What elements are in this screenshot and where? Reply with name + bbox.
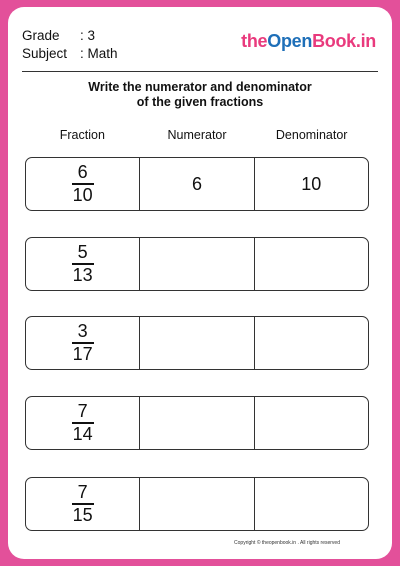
fraction-numerator: 3 — [77, 321, 88, 342]
denominator-answer-cell[interactable]: 10 — [254, 158, 368, 210]
subject-value: : Math — [80, 46, 118, 61]
fraction-denominator: 17 — [72, 343, 93, 364]
numerator-answer-cell[interactable] — [139, 317, 253, 369]
fraction-cell — [26, 397, 139, 449]
denominator-answer-cell[interactable] — [254, 478, 368, 530]
column-header-fraction: Fraction — [59, 128, 105, 142]
grade-value: : 3 — [80, 28, 96, 43]
brand-logo — [241, 31, 376, 52]
numerator-answer-cell[interactable]: 6 — [139, 158, 253, 210]
fraction-numerator: 7 — [77, 401, 88, 422]
numerator-answer-cell[interactable] — [139, 397, 253, 449]
fraction-numerator: 7 — [77, 482, 88, 503]
fraction-denominator: 15 — [72, 504, 93, 525]
column-header-numerator: Numerator — [167, 128, 227, 142]
fraction-denominator: 13 — [72, 264, 93, 285]
brand-the: the — [241, 31, 268, 51]
fraction-cell — [26, 317, 139, 369]
instructions — [0, 80, 400, 110]
brand-open: Open — [267, 31, 313, 51]
fraction-cell — [26, 158, 139, 210]
fraction-numerator: 6 — [77, 162, 88, 183]
fraction — [72, 243, 94, 285]
worksheet-meta — [22, 27, 118, 63]
fraction-row — [25, 396, 369, 450]
copyright-notice: Copyright © theopenbook.in . All rights reserved — [234, 540, 340, 546]
fraction-denominator: 10 — [72, 184, 93, 205]
denominator-answer-cell[interactable] — [254, 397, 368, 449]
fraction — [72, 322, 94, 364]
fraction-row — [25, 157, 369, 211]
column-headers — [25, 128, 369, 142]
fraction — [72, 163, 94, 205]
fraction — [72, 402, 94, 444]
fraction-cell — [26, 478, 139, 530]
fraction-row — [25, 477, 369, 531]
numerator-answer-cell[interactable] — [139, 238, 253, 290]
numerator-answer-cell[interactable] — [139, 478, 253, 530]
header-divider — [22, 71, 378, 72]
denominator-answer-cell[interactable] — [254, 317, 368, 369]
grade-label: Grade — [22, 28, 60, 43]
fraction-cell — [26, 238, 139, 290]
fraction-row — [25, 316, 369, 370]
column-header-denominator: Denominator — [275, 128, 348, 142]
fraction-denominator: 14 — [72, 423, 93, 444]
subject-label: Subject — [22, 46, 68, 61]
instructions-line-2: of the given fractions — [136, 95, 264, 109]
fraction-row — [25, 237, 369, 291]
instructions-line-1: Write the numerator and denominator — [88, 80, 312, 94]
brand-rest: Book.in — [312, 31, 376, 51]
denominator-answer-cell[interactable] — [254, 238, 368, 290]
fraction-numerator: 5 — [77, 242, 88, 263]
fraction — [72, 483, 94, 525]
